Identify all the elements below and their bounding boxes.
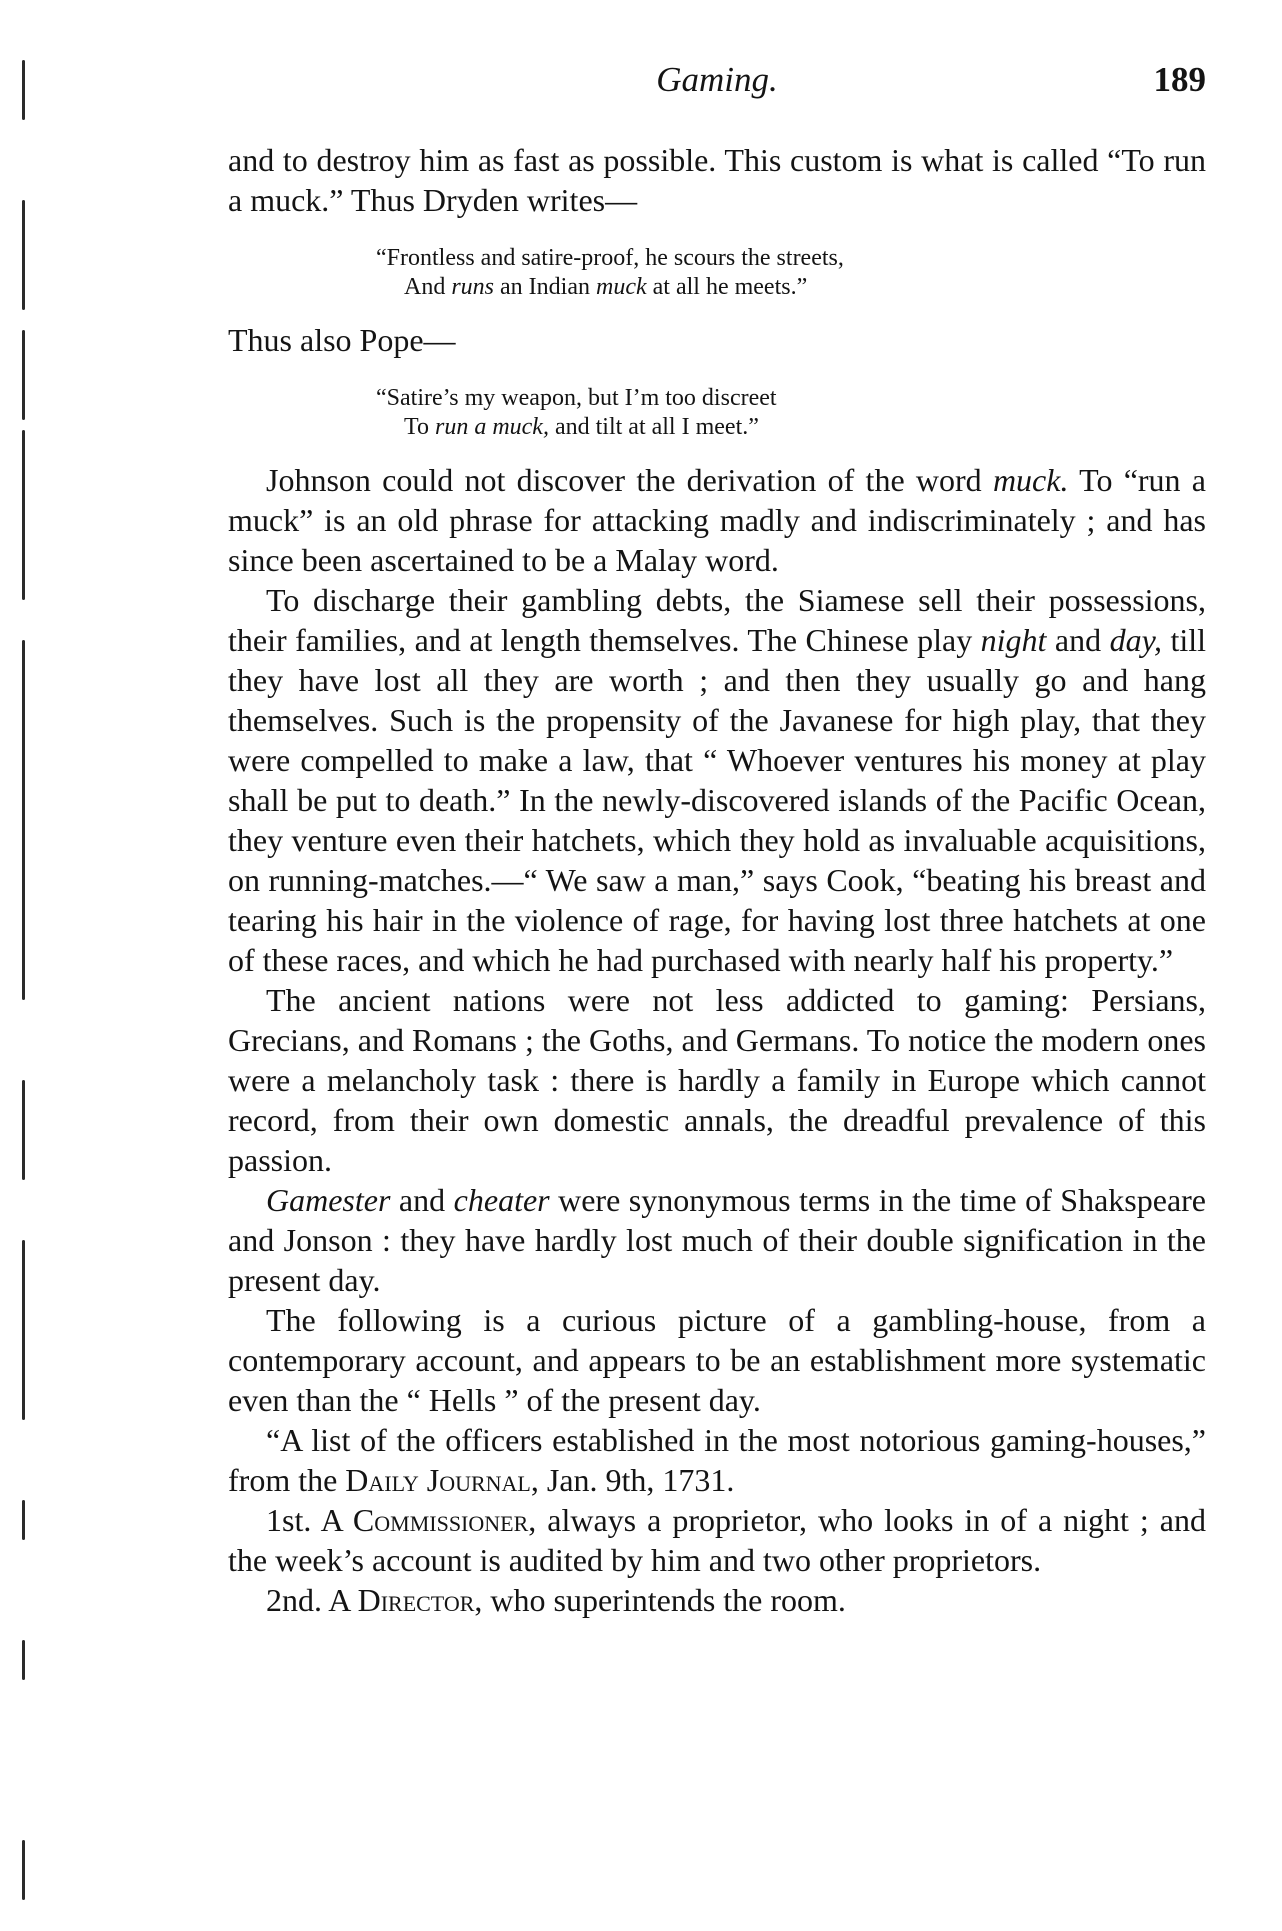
italic-day: day,: [1109, 622, 1162, 658]
small-caps-commissioner: Commissioner: [352, 1502, 529, 1538]
italic-muck: muck.: [992, 462, 1069, 498]
quote-line-1: “Satire’s my weapon, but I’m too discreet: [376, 385, 777, 411]
paragraph-text: The ancient nations were not less addicted to gaming: Persians, Grecians, and Romans ; the Goths, and Germans. To notice the modern ones were a melancholy task : there is hardly a family in Europe which cannot record, from their own domestic annals, the dreadful prevalence of this passion.: [228, 982, 1206, 1178]
pope-quote: [376, 384, 1206, 442]
small-caps-director: Director: [357, 1582, 475, 1618]
running-title: Gaming.: [656, 60, 778, 99]
paragraph-text: Thus also Pope—: [228, 322, 456, 358]
small-caps-daily-journal: Daily Journal: [345, 1462, 531, 1498]
italic-night: night: [980, 622, 1047, 658]
paragraph-2: [228, 320, 1206, 360]
dryden-quote: [376, 244, 1206, 302]
paragraph-6: Gamester and cheater were synonymous terms in the time of Shakspeare and Jonson : they have hardly lost much of their double signification in the present day.: [228, 1182, 1207, 1298]
italic-run-a-muck: run a muck,: [434, 414, 549, 440]
paragraph-9: 1st. A Commissioner, always a proprietor, who looks in of a night ; and the week’s account is audited by him and two other proprietors.: [228, 1502, 1207, 1578]
quote-line-2: And runs an Indian muck at all he meets.”: [404, 274, 808, 300]
paragraph-text: The following is a curious picture of a gambling-house, from a contemporary account, and appears to be an establishment more systematic even than the “ Hells ” of the present day.: [228, 1302, 1206, 1418]
italic-muck: muck: [596, 274, 647, 300]
paragraph-5: [228, 980, 1206, 1180]
quote-line-1: “Frontless and satire-proof, he scours the streets,: [376, 245, 844, 271]
italic-runs: runs: [451, 274, 495, 300]
paragraph-10: 2nd. A Director, who superintends the room.: [266, 1582, 846, 1618]
quote-line-2: To run a muck, and tilt at all I meet.”: [404, 414, 759, 440]
body-text: [228, 140, 1206, 1620]
paragraph-7: [228, 1300, 1206, 1420]
binding-edge: [0, 0, 40, 1931]
paragraph-1: [228, 140, 1206, 220]
italic-gamester: Gamester: [266, 1182, 391, 1218]
italic-cheater: cheater: [453, 1182, 550, 1218]
page-header: [228, 60, 1206, 110]
paragraph-3: Johnson could not discover the derivation of the word muck. To “run a muck” is an old phrase for attacking madly and indiscriminately ; and has since been ascertained to be a Malay word.: [228, 462, 1207, 578]
paragraph-4: To discharge their gambling debts, the Siamese sell their possessions, their families, and at length themselves. The Chinese play night and day, till they have lost all they are worth ; and then they usually go and hang themselves. Such is the propensity of the Javanese for high play, that they were compelled to make a law, that “ Whoever ventures his money at play shall be put to death.” In the newly-discovered islands of the Pacific Ocean, they venture even their hatchets, which they hold as invaluable acquisitions, on running-matches.—“ We saw a man,” says Cook, “beating his breast and tearing his hair in the violence of rage, for having lost three hatchets at one of these races, and which he had purchased with nearly half his property.”: [228, 582, 1207, 978]
paragraph-8: “A list of the officers established in the most notorious gaming-houses,” from the Daily Journal, Jan. 9th, 1731.: [228, 1422, 1206, 1498]
page-number: 189: [1153, 60, 1206, 99]
paragraph-text: and to destroy him as fast as possible. This custom is what is called “To run a muck.” Thus Dryden writes—: [228, 142, 1206, 218]
